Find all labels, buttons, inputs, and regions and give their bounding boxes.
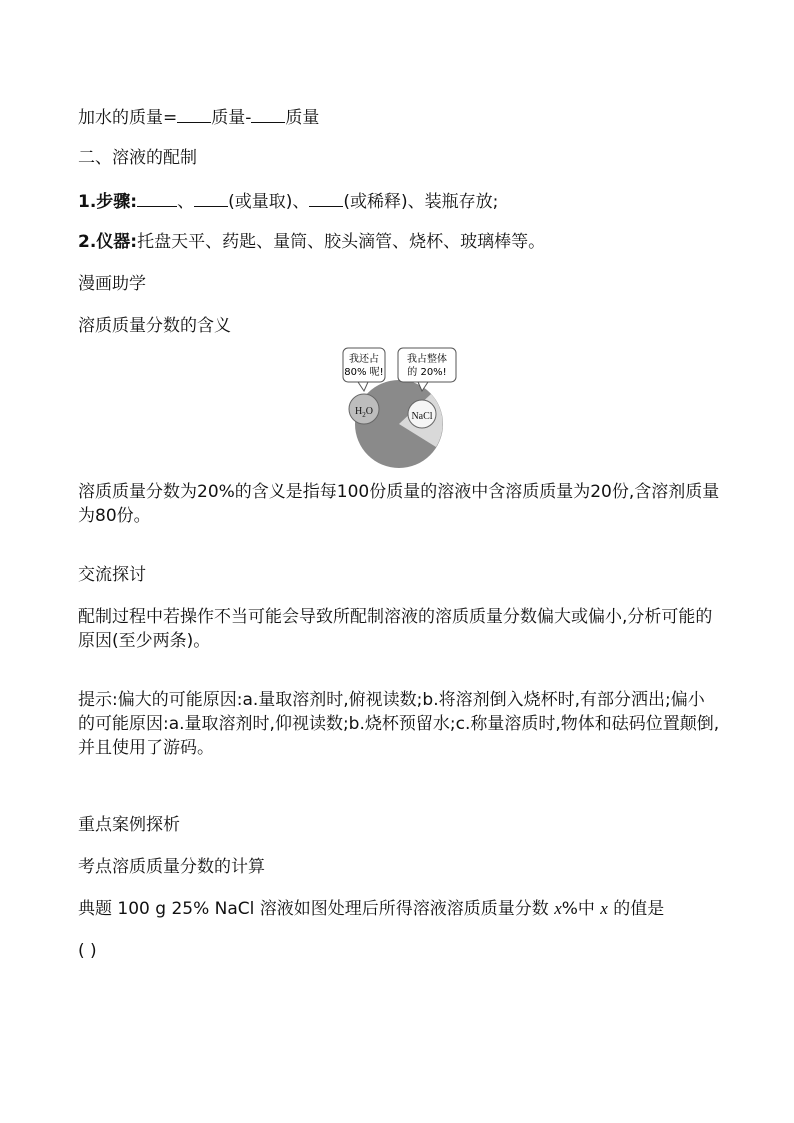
section-title: 二、溶液的配制 (78, 148, 197, 168)
answer-parentheses: ( ) (78, 941, 97, 961)
topic-heading: 考点溶质质量分数的计算 (78, 857, 265, 877)
blank-2 (251, 104, 285, 123)
meaning-text: 溶质质量分数为20%的含义是指每100份质量的溶液中含溶质质量为20份,含溶剂质量为80份。 (78, 482, 720, 526)
svg-text:NaCl: NaCl (411, 411, 433, 422)
svg-text:我占整体: 我占整体 (407, 354, 447, 365)
svg-text:我还占: 我还占 (349, 354, 379, 365)
discussion-text: 配制过程中若操作不当可能会导致所配制溶液的溶质质量分数偏大或偏小,分析可能的原因(至少两条)。 (78, 607, 713, 651)
blank-step-1 (137, 188, 177, 207)
pie-figure (336, 344, 462, 470)
comic-heading: 漫画助学 (78, 274, 146, 294)
blank-step-2 (194, 188, 228, 207)
steps-line: 1.步骤: 、 (或量取)、 (或稀释)、装瓶存放; (78, 188, 498, 214)
svg-text:H2O: $H_2O$ (355, 406, 373, 419)
steps-label: 1.步骤: (78, 192, 138, 212)
blank-step-3 (309, 188, 343, 207)
instruments-line: 2.仪器:托盘天平、药匙、量筒、胶头滴管、烧杯、玻璃棒等。 (78, 232, 546, 252)
example-question: 典题 100 g 25% NaCl 溶液如图处理后所得溶液溶质质量分数 x%中 x 的值是 (78, 899, 665, 919)
blank-1 (177, 104, 211, 123)
water-character (349, 394, 379, 424)
svg-text:80% 呢!: 80% 呢! (344, 367, 384, 378)
hint-text: 提示:偏大的可能原因:a.量取溶剂时,俯视读数;b.将溶剂倒入烧杯时,有部分洒出;偏小的可能原因:a.量取溶剂时,仰视读数;b.烧杯预留水;c.称量溶质时,物体和砝码位置颠倒,并且使用了游码。 (78, 690, 720, 758)
instruments-label: 2.仪器: (78, 232, 138, 252)
meaning-heading: 溶质质量分数的含义 (78, 316, 231, 336)
water-mass-formula: 加水的质量= 质量- 质量 (78, 104, 319, 130)
discussion-heading: 交流探讨 (78, 565, 146, 585)
case-heading: 重点案例探析 (78, 815, 180, 835)
svg-text:的 20%!: 的 20%! (407, 367, 447, 378)
